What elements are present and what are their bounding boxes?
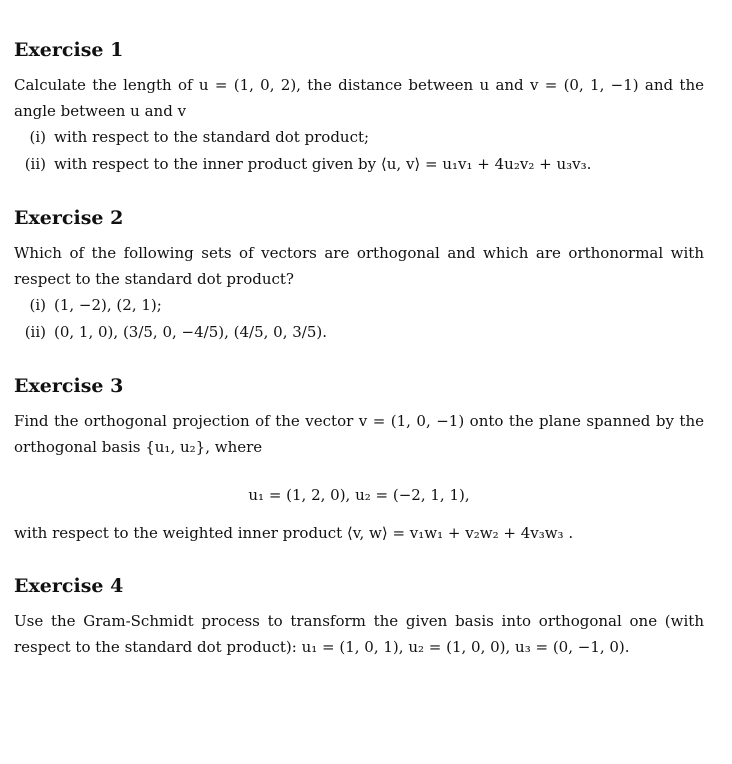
item-number: (ii) [24,323,46,341]
exercise-4-heading: Exercise 4 [14,575,124,597]
exercise-4 [14,574,704,660]
item-text: with respect to the inner product given by ⟨u, v⟩ = u₁v₁ + 4u₂v₂ + u₃v₃. [54,155,592,173]
exercise-2-item-ii [14,319,704,346]
exercise-sheet [14,38,704,688]
exercise-3-after-text: with respect to the weighted inner product ⟨v, w⟩ = v₁w₁ + v₂w₂ + 4v₃w₃ . [14,524,574,542]
item-number: (i) [29,128,46,146]
exercise-1-heading: Exercise 1 [14,39,124,61]
exercise-1 [14,38,704,178]
item-text: (0, 1, 0), (3/5, 0, −4/5), (4/5, 0, 3/5). [54,323,328,341]
item-number: (i) [29,296,46,314]
item-text: (1, −2), (2, 1); [54,296,162,314]
exercise-2-item-i [14,292,704,319]
exercise-2 [14,206,704,346]
exercise-4-text: Use the Gram-Schmidt process to transform the given basis into orthogonal one (with respect to the standard dot product): u₁ = (1, 0, 1), u₂ = (1, 0, 0), u₃ = (0, −1, 0). [14,612,704,656]
exercise-3-heading: Exercise 3 [14,375,124,397]
exercise-2-heading: Exercise 2 [14,207,124,229]
exercise-1-item-i [14,124,704,151]
exercise-2-text: Which of the following sets of vectors are orthogonal and which are orthonormal with respect to the standard dot product? [14,244,704,288]
exercise-3-display-equation: u₁ = (1, 2, 0), u₂ = (−2, 1, 1), [248,486,470,504]
exercise-1-text: Calculate the length of u = (1, 0, 2), the distance between u and v = (0, 1, −1) and the angle between u and v [14,76,704,120]
exercise-3-text: Find the orthogonal projection of the vector v = (1, 0, −1) onto the plane spanned by the orthogonal basis {u₁, u₂}, where [14,412,704,456]
item-text: with respect to the standard dot product; [54,128,370,146]
item-number: (ii) [24,155,46,173]
exercise-3 [14,374,704,546]
exercise-1-item-ii [14,151,704,178]
